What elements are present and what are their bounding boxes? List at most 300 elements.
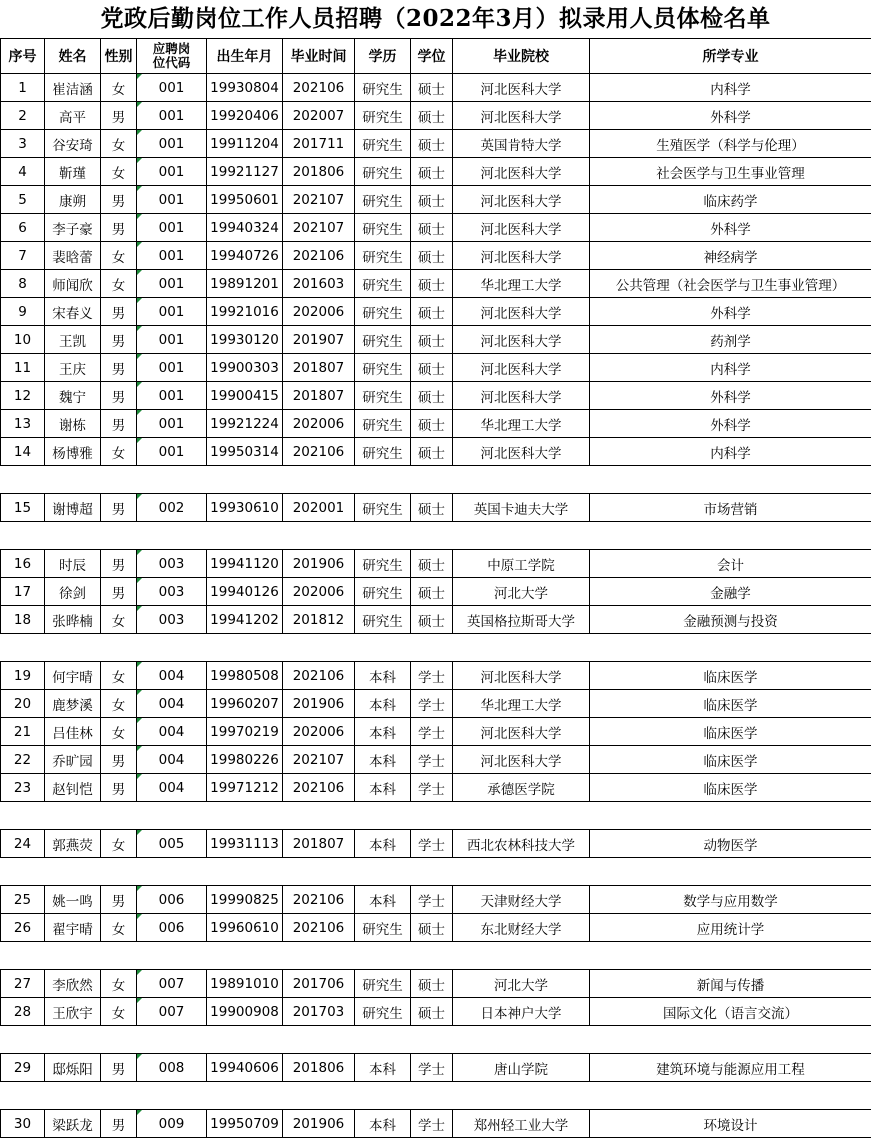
cell-index: 10	[1, 326, 45, 354]
cell-education: 研究生	[355, 158, 411, 186]
cell-gender: 女	[101, 606, 137, 634]
cell-major: 外科学	[590, 410, 871, 438]
cell-position-code: 009	[137, 1110, 207, 1138]
cell-index: 26	[1, 914, 45, 942]
table-row	[1, 914, 871, 942]
cell-name: 李欣然	[45, 970, 101, 998]
cell-school: 河北医科大学	[453, 298, 590, 326]
cell-education: 研究生	[355, 270, 411, 298]
cell-name: 谷安琦	[45, 130, 101, 158]
table-row	[1, 102, 871, 130]
cell-birth: 19960610	[207, 914, 283, 942]
cell-major: 临床医学	[590, 662, 871, 690]
cell-degree: 硕士	[411, 970, 453, 998]
table-row	[1, 214, 871, 242]
separator-cell	[1, 466, 871, 494]
cell-index: 4	[1, 158, 45, 186]
cell-major: 临床医学	[590, 746, 871, 774]
table-row	[1, 326, 871, 354]
cell-gender: 男	[101, 354, 137, 382]
cell-name: 王庆	[45, 354, 101, 382]
cell-gender: 男	[101, 186, 137, 214]
cell-degree: 学士	[411, 886, 453, 914]
cell-index: 7	[1, 242, 45, 270]
cell-birth: 19930120	[207, 326, 283, 354]
cell-name: 赵钊恺	[45, 774, 101, 802]
cell-school: 英国肯特大学	[453, 130, 590, 158]
cell-graduation: 202106	[283, 438, 355, 466]
table-row	[1, 270, 871, 298]
cell-birth: 19980226	[207, 746, 283, 774]
cell-graduation: 202107	[283, 746, 355, 774]
separator-cell	[1, 634, 871, 662]
cell-position-code: 003	[137, 578, 207, 606]
cell-birth: 19900415	[207, 382, 283, 410]
cell-school: 河北大学	[453, 970, 590, 998]
cell-education: 本科	[355, 662, 411, 690]
cell-degree: 硕士	[411, 550, 453, 578]
cell-major: 内科学	[590, 354, 871, 382]
cell-degree: 硕士	[411, 914, 453, 942]
cell-school: 河北医科大学	[453, 354, 590, 382]
cell-birth: 19930610	[207, 494, 283, 522]
cell-school: 河北医科大学	[453, 382, 590, 410]
table-row	[1, 662, 871, 690]
cell-index: 15	[1, 494, 45, 522]
cell-degree: 硕士	[411, 242, 453, 270]
cell-graduation: 202001	[283, 494, 355, 522]
table-row	[1, 886, 871, 914]
group-separator	[1, 466, 871, 494]
cell-position-code: 003	[137, 606, 207, 634]
cell-gender: 男	[101, 102, 137, 130]
cell-position-code: 001	[137, 186, 207, 214]
cell-school: 河北医科大学	[453, 74, 590, 102]
cell-index: 17	[1, 578, 45, 606]
cell-name: 崔洁涵	[45, 74, 101, 102]
cell-birth: 19900303	[207, 354, 283, 382]
cell-index: 5	[1, 186, 45, 214]
cell-major: 神经病学	[590, 242, 871, 270]
cell-gender: 男	[101, 1110, 137, 1138]
cell-degree: 硕士	[411, 130, 453, 158]
cell-graduation: 202006	[283, 718, 355, 746]
header-row	[1, 39, 871, 74]
cell-position-code: 001	[137, 158, 207, 186]
cell-index: 29	[1, 1054, 45, 1082]
cell-name: 师闻欣	[45, 270, 101, 298]
cell-gender: 女	[101, 830, 137, 858]
header-education: 学历	[355, 39, 411, 74]
header-position-code-line1: 应聘岗	[153, 41, 191, 56]
cell-name: 谢博超	[45, 494, 101, 522]
cell-index: 8	[1, 270, 45, 298]
cell-degree: 学士	[411, 690, 453, 718]
group-separator	[1, 1082, 871, 1110]
cell-education: 本科	[355, 886, 411, 914]
cell-index: 1	[1, 74, 45, 102]
cell-birth: 19931113	[207, 830, 283, 858]
cell-name: 何宇晴	[45, 662, 101, 690]
cell-degree: 学士	[411, 830, 453, 858]
cell-index: 2	[1, 102, 45, 130]
cell-school: 东北财经大学	[453, 914, 590, 942]
cell-graduation: 202006	[283, 578, 355, 606]
cell-gender: 女	[101, 998, 137, 1026]
separator-cell	[1, 942, 871, 970]
cell-birth: 19941202	[207, 606, 283, 634]
cell-gender: 男	[101, 410, 137, 438]
cell-graduation: 201806	[283, 1054, 355, 1082]
cell-position-code: 001	[137, 326, 207, 354]
cell-gender: 女	[101, 438, 137, 466]
cell-major: 社会医学与卫生事业管理	[590, 158, 871, 186]
cell-major: 外科学	[590, 298, 871, 326]
cell-education: 研究生	[355, 242, 411, 270]
cell-major: 金融学	[590, 578, 871, 606]
cell-index: 24	[1, 830, 45, 858]
cell-gender: 男	[101, 746, 137, 774]
cell-name: 翟宇晴	[45, 914, 101, 942]
separator-cell	[1, 522, 871, 550]
cell-degree: 硕士	[411, 102, 453, 130]
cell-school: 河北医科大学	[453, 438, 590, 466]
table-row	[1, 186, 871, 214]
cell-degree: 学士	[411, 1054, 453, 1082]
cell-birth: 19921016	[207, 298, 283, 326]
cell-education: 本科	[355, 774, 411, 802]
cell-birth: 19891010	[207, 970, 283, 998]
cell-name: 张晔楠	[45, 606, 101, 634]
group-separator	[1, 802, 871, 830]
header-index: 序号	[1, 39, 45, 74]
cell-education: 研究生	[355, 298, 411, 326]
header-gender: 性别	[101, 39, 137, 74]
cell-position-code: 001	[137, 214, 207, 242]
cell-degree: 硕士	[411, 438, 453, 466]
cell-degree: 硕士	[411, 74, 453, 102]
cell-name: 靳瑾	[45, 158, 101, 186]
cell-name: 高平	[45, 102, 101, 130]
group-separator	[1, 522, 871, 550]
cell-birth: 19941120	[207, 550, 283, 578]
cell-education: 研究生	[355, 998, 411, 1026]
cell-education: 研究生	[355, 186, 411, 214]
cell-name: 徐剑	[45, 578, 101, 606]
cell-birth: 19950709	[207, 1110, 283, 1138]
cell-degree: 硕士	[411, 606, 453, 634]
cell-gender: 男	[101, 550, 137, 578]
cell-graduation: 202007	[283, 102, 355, 130]
cell-major: 临床医学	[590, 690, 871, 718]
cell-major: 临床医学	[590, 718, 871, 746]
cell-gender: 女	[101, 270, 137, 298]
cell-index: 12	[1, 382, 45, 410]
cell-name: 魏宁	[45, 382, 101, 410]
table-row	[1, 158, 871, 186]
cell-school: 承德医学院	[453, 774, 590, 802]
cell-degree: 学士	[411, 746, 453, 774]
cell-name: 裴晗蕾	[45, 242, 101, 270]
cell-graduation: 202106	[283, 74, 355, 102]
cell-major: 外科学	[590, 214, 871, 242]
cell-graduation: 201703	[283, 998, 355, 1026]
cell-name: 乔旷园	[45, 746, 101, 774]
cell-index: 25	[1, 886, 45, 914]
cell-degree: 学士	[411, 1110, 453, 1138]
cell-major: 外科学	[590, 382, 871, 410]
cell-education: 研究生	[355, 550, 411, 578]
cell-birth: 19900908	[207, 998, 283, 1026]
cell-birth: 19971212	[207, 774, 283, 802]
cell-gender: 女	[101, 718, 137, 746]
cell-education: 研究生	[355, 914, 411, 942]
cell-degree: 硕士	[411, 158, 453, 186]
cell-major: 内科学	[590, 74, 871, 102]
cell-graduation: 201603	[283, 270, 355, 298]
cell-graduation: 201907	[283, 326, 355, 354]
cell-major: 生殖医学（科学与伦理）	[590, 130, 871, 158]
cell-gender: 女	[101, 690, 137, 718]
cell-education: 研究生	[355, 326, 411, 354]
cell-school: 河北医科大学	[453, 662, 590, 690]
cell-birth: 19940324	[207, 214, 283, 242]
cell-position-code: 006	[137, 886, 207, 914]
cell-education: 本科	[355, 690, 411, 718]
cell-name: 梁跃龙	[45, 1110, 101, 1138]
table-row	[1, 354, 871, 382]
header-name: 姓名	[45, 39, 101, 74]
cell-education: 研究生	[355, 214, 411, 242]
table-row	[1, 690, 871, 718]
cell-gender: 女	[101, 970, 137, 998]
cell-name: 邸烁阳	[45, 1054, 101, 1082]
header-major: 所学专业	[590, 39, 871, 74]
cell-birth: 19990825	[207, 886, 283, 914]
cell-graduation: 202006	[283, 298, 355, 326]
cell-name: 鹿梦溪	[45, 690, 101, 718]
cell-position-code: 001	[137, 270, 207, 298]
cell-school: 河北大学	[453, 578, 590, 606]
cell-graduation: 201711	[283, 130, 355, 158]
cell-major: 市场营销	[590, 494, 871, 522]
cell-position-code: 004	[137, 690, 207, 718]
cell-graduation: 202106	[283, 914, 355, 942]
cell-education: 研究生	[355, 74, 411, 102]
cell-position-code: 001	[137, 410, 207, 438]
cell-school: 西北农林科技大学	[453, 830, 590, 858]
cell-degree: 硕士	[411, 382, 453, 410]
header-graduation: 毕业时间	[283, 39, 355, 74]
cell-birth: 19940726	[207, 242, 283, 270]
table-row	[1, 494, 871, 522]
cell-birth: 19921224	[207, 410, 283, 438]
cell-education: 本科	[355, 1110, 411, 1138]
cell-birth: 19911204	[207, 130, 283, 158]
cell-major: 外科学	[590, 102, 871, 130]
cell-name: 宋春义	[45, 298, 101, 326]
cell-index: 20	[1, 690, 45, 718]
cell-gender: 男	[101, 494, 137, 522]
cell-name: 谢栋	[45, 410, 101, 438]
cell-education: 本科	[355, 718, 411, 746]
cell-position-code: 003	[137, 550, 207, 578]
cell-major: 新闻与传播	[590, 970, 871, 998]
header-position-code	[137, 39, 207, 74]
cell-graduation: 201806	[283, 158, 355, 186]
cell-position-code: 004	[137, 774, 207, 802]
cell-degree: 硕士	[411, 998, 453, 1026]
separator-cell	[1, 1026, 871, 1054]
cell-degree: 硕士	[411, 298, 453, 326]
header-degree: 学位	[411, 39, 453, 74]
cell-index: 27	[1, 970, 45, 998]
cell-school: 华北理工大学	[453, 410, 590, 438]
cell-index: 16	[1, 550, 45, 578]
cell-school: 英国格拉斯哥大学	[453, 606, 590, 634]
cell-name: 吕佳林	[45, 718, 101, 746]
cell-degree: 学士	[411, 774, 453, 802]
cell-gender: 女	[101, 914, 137, 942]
cell-birth: 19921127	[207, 158, 283, 186]
cell-birth: 19960207	[207, 690, 283, 718]
cell-education: 研究生	[355, 130, 411, 158]
cell-index: 13	[1, 410, 45, 438]
cell-major: 动物医学	[590, 830, 871, 858]
cell-graduation: 202107	[283, 186, 355, 214]
cell-school: 天津财经大学	[453, 886, 590, 914]
cell-name: 杨博雅	[45, 438, 101, 466]
cell-graduation: 202107	[283, 214, 355, 242]
cell-graduation: 201812	[283, 606, 355, 634]
cell-graduation: 202106	[283, 242, 355, 270]
cell-index: 30	[1, 1110, 45, 1138]
separator-cell	[1, 858, 871, 886]
cell-birth: 19980508	[207, 662, 283, 690]
table-row	[1, 242, 871, 270]
table-row	[1, 746, 871, 774]
cell-degree: 硕士	[411, 186, 453, 214]
cell-graduation: 201807	[283, 354, 355, 382]
header-position-code-line2: 位代码	[153, 55, 191, 70]
cell-major: 药剂学	[590, 326, 871, 354]
cell-gender: 男	[101, 326, 137, 354]
cell-index: 11	[1, 354, 45, 382]
table-row	[1, 130, 871, 158]
cell-education: 研究生	[355, 606, 411, 634]
cell-degree: 硕士	[411, 354, 453, 382]
separator-cell	[1, 1082, 871, 1110]
cell-education: 本科	[355, 746, 411, 774]
cell-gender: 男	[101, 886, 137, 914]
table-row	[1, 410, 871, 438]
cell-name: 李子豪	[45, 214, 101, 242]
cell-school: 河北医科大学	[453, 158, 590, 186]
cell-index: 21	[1, 718, 45, 746]
table-body	[1, 74, 871, 1138]
group-separator	[1, 1026, 871, 1054]
cell-birth: 19920406	[207, 102, 283, 130]
header-birth: 出生年月	[207, 39, 283, 74]
cell-graduation: 201906	[283, 550, 355, 578]
cell-school: 河北医科大学	[453, 746, 590, 774]
cell-education: 研究生	[355, 970, 411, 998]
cell-education: 研究生	[355, 102, 411, 130]
cell-degree: 硕士	[411, 410, 453, 438]
cell-birth: 19930804	[207, 74, 283, 102]
table-row	[1, 74, 871, 102]
group-separator	[1, 634, 871, 662]
cell-degree: 硕士	[411, 326, 453, 354]
cell-position-code: 004	[137, 746, 207, 774]
cell-degree: 硕士	[411, 494, 453, 522]
cell-position-code: 001	[137, 298, 207, 326]
cell-graduation: 201706	[283, 970, 355, 998]
cell-education: 研究生	[355, 578, 411, 606]
cell-major: 应用统计学	[590, 914, 871, 942]
cell-degree: 学士	[411, 718, 453, 746]
cell-major: 数学与应用数学	[590, 886, 871, 914]
cell-school: 河北医科大学	[453, 102, 590, 130]
cell-major: 临床医学	[590, 774, 871, 802]
cell-index: 14	[1, 438, 45, 466]
cell-index: 28	[1, 998, 45, 1026]
cell-education: 研究生	[355, 354, 411, 382]
cell-index: 18	[1, 606, 45, 634]
cell-major: 建筑环境与能源应用工程	[590, 1054, 871, 1082]
cell-name: 康朔	[45, 186, 101, 214]
cell-position-code: 001	[137, 102, 207, 130]
cell-position-code: 001	[137, 382, 207, 410]
cell-degree: 硕士	[411, 578, 453, 606]
cell-name: 王凯	[45, 326, 101, 354]
cell-name: 时辰	[45, 550, 101, 578]
cell-education: 研究生	[355, 410, 411, 438]
cell-gender: 男	[101, 1054, 137, 1082]
cell-gender: 女	[101, 242, 137, 270]
cell-major: 临床药学	[590, 186, 871, 214]
cell-gender: 男	[101, 774, 137, 802]
cell-school: 中原工学院	[453, 550, 590, 578]
cell-gender: 女	[101, 130, 137, 158]
cell-graduation: 202106	[283, 886, 355, 914]
table-row	[1, 718, 871, 746]
cell-major: 会计	[590, 550, 871, 578]
cell-position-code: 001	[137, 74, 207, 102]
cell-graduation: 201807	[283, 830, 355, 858]
cell-birth: 19891201	[207, 270, 283, 298]
cell-school: 河北医科大学	[453, 718, 590, 746]
cell-position-code: 001	[137, 130, 207, 158]
group-separator	[1, 942, 871, 970]
table-row	[1, 298, 871, 326]
cell-school: 日本神户大学	[453, 998, 590, 1026]
table-row	[1, 1110, 871, 1138]
cell-birth: 19970219	[207, 718, 283, 746]
candidate-table	[0, 38, 871, 1138]
header-school: 毕业院校	[453, 39, 590, 74]
cell-school: 河北医科大学	[453, 214, 590, 242]
cell-school: 英国卡迪夫大学	[453, 494, 590, 522]
cell-gender: 男	[101, 214, 137, 242]
cell-position-code: 002	[137, 494, 207, 522]
table-row	[1, 382, 871, 410]
table-row	[1, 774, 871, 802]
cell-graduation: 201807	[283, 382, 355, 410]
cell-school: 河北医科大学	[453, 242, 590, 270]
cell-birth: 19940126	[207, 578, 283, 606]
cell-school: 郑州轻工业大学	[453, 1110, 590, 1138]
